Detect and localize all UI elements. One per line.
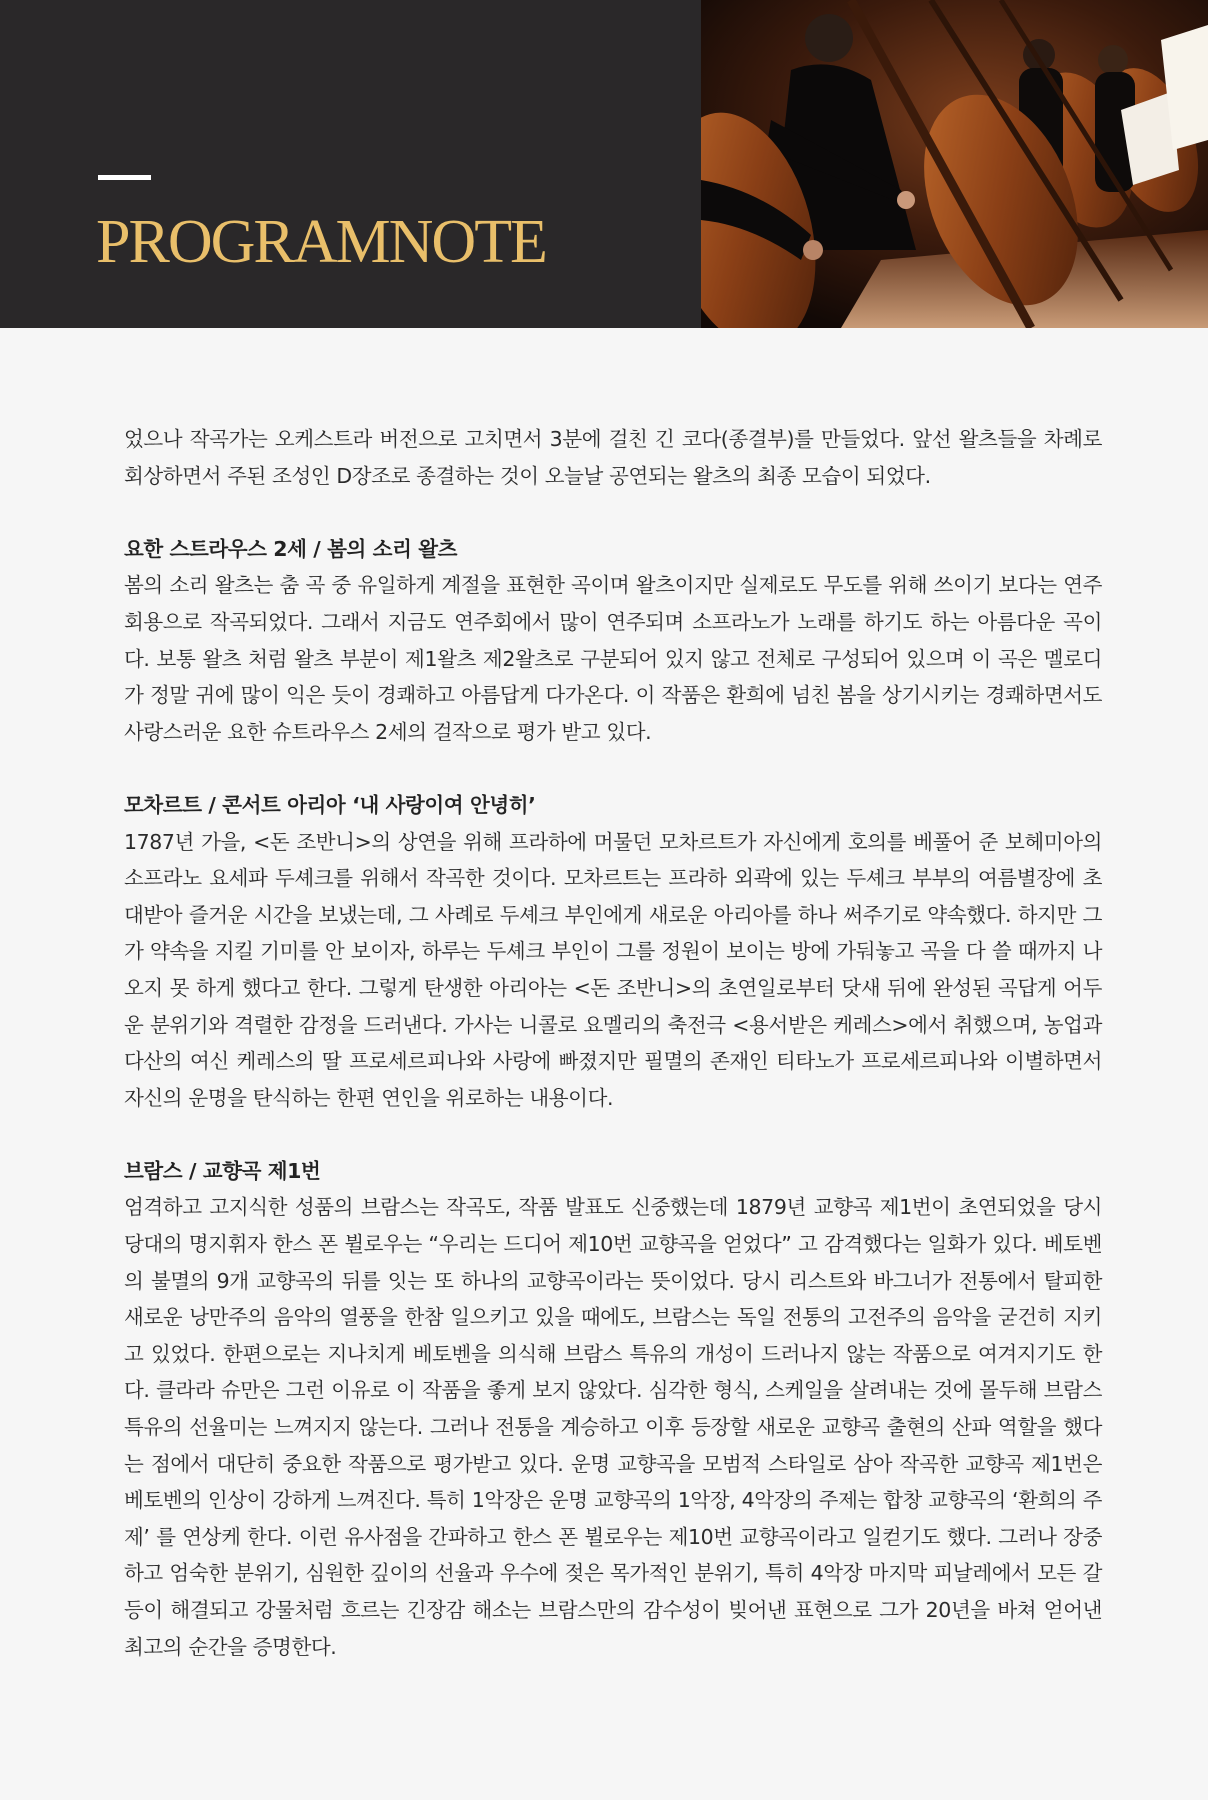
header-accent-rule <box>98 175 151 180</box>
section-body: 1787년 가을, <돈 조반니>의 상연을 위해 프라하에 머물던 모차르트가 자신에게 호의를 베풀어 준 보헤미아의 소프라노 요세파 두셰크를 위해서 작곡한 것이다. 모차르트는 프라하 외곽에 있는 두셰크 부부의 여름별장에 초대받아 즐거운 시간을 보냈는데, 그 사례로 두셰크 부인에게 새로운 아리아를 하나 써주기로 약속했다. 하지만 그가 약속을 지킬 기미를 안 보이자, 하루는 두셰크 부인이 그를 정원이 보이는 방에 가둬놓고 곡을 다 쓸 때까지 나오지 못 하게 했다고 한다. 그렇게 탄생한 아리아는 <돈 조반니>의 초연일로부터 닷새 뒤에 완성된 곡답게 어두운 분위기와 격렬한 감정을 드러낸다. 가사는 니콜로 요멜리의 축전극 <용서받은 케레스>에서 취했으며, 농업과 다산의 여신 케레스의 딸 프로세르피나와 사랑에 빠졌지만 필멸의 존재인 티타노가 프로세르피나와 이별하면서 자신의 운명을 탄식하는 한편 연인을 위로하는 내용이다. <box>124 829 1102 1110</box>
program-notes <box>124 421 1102 1665</box>
section-body: 봄의 소리 왈츠는 춤 곡 중 유일하게 계절을 표현한 곡이며 왈츠이지만 실제로도 무도를 위해 쓰이기 보다는 연주회용으로 작곡되었다. 그래서 지금도 연주회에서 많이 연주되며 소프라노가 노래를 하기도 하는 아름다운 곡이다. 보통 왈츠 처럼 왈츠 부분이 제1왈츠 제2왈츠로 구분되어 있지 않고 전체로 구성되어 있으며 이 곡은 멜로디가 정말 귀에 많이 익은 듯이 경쾌하고 아름답게 다가온다. 이 작품은 환희에 넘친 봄을 상기시키는 경쾌하면서도 사랑스러운 요한 슈트라우스 2세의 걸작으로 평가 받고 있다. <box>124 573 1102 744</box>
section-heading: 요한 스트라우스 2세 / 봄의 소리 왈츠 <box>124 536 458 561</box>
section-heading: 브람스 / 교향곡 제1번 <box>124 1158 321 1183</box>
double-bass-players-illustration <box>701 0 1208 328</box>
intro-paragraph: 었으나 작곡가는 오케스트라 버전으로 고치면서 3분에 걸친 긴 코다(종결부)를 만들었다. 앞선 왈츠들을 차례로 회상하면서 주된 조성인 D장조로 종결하는 것이 오늘날 공연되는 왈츠의 최종 모습이 되었다. <box>124 427 1102 488</box>
note-section <box>124 787 1102 1116</box>
page-title: PROGRAMNOTE <box>96 208 546 276</box>
note-section <box>124 531 1102 751</box>
section-heading: 모차르트 / 콘서트 아리아 ‘내 사랑이여 안녕히’ <box>124 792 536 817</box>
header-photo <box>701 0 1208 328</box>
note-section <box>124 1153 1102 1665</box>
section-body: 엄격하고 고지식한 성품의 브람스는 작곡도, 작품 발표도 신중했는데 1879년 교향곡 제1번이 초연되었을 당시 당대의 명지휘자 한스 폰 뷜로우는 “우리는 드디어 제10번 교향곡을 얻었다” 고 감격했다는 일화가 있다. 베토벤의 불멸의 9개 교향곡의 뒤를 잇는 또 하나의 교향곡이라는 뜻이었다. 당시 리스트와 바그너가 전통에서 탈피한 새로운 낭만주의 음악의 열풍을 한참 일으키고 있을 때에도, 브람스는 독일 전통의 고전주의 음악을 굳건히 지키고 있었다. 한편으로는 지나치게 베토벤을 의식해 브람스 특유의 개성이 드러나지 않는 작품으로 여겨지기도 한다. 클라라 슈만은 그런 이유로 이 작품을 좋게 보지 않았다. 심각한 형식, 스케일을 살려내는 것에 몰두해 브람스 특유의 선율미는 느껴지지 않는다. 그러나 전통을 계승하고 이후 등장할 새로운 교향곡 출현의 산파 역할을 했다는 점에서 대단히 중요한 작품으로 평가받고 있다. 운명 교향곡을 모범적 스타일로 삼아 작곡한 교향곡 제1번은 베토벤의 인상이 강하게 느껴진다. 특히 1악장은 운명 교향곡의 1악장, 4악장의 주제는 합창 교향곡의 ‘환희의 주제’ 를 연상케 한다. 이런 유사점을 간파하고 한스 폰 뷜로우는 제10번 교향곡이라고 일컫기도 했다. 그러나 장중하고 엄숙한 분위기, 심원한 깊이의 선율과 우수에 젖은 목가적인 분위기, 특히 4악장 마지막 피날레에서 모든 갈등이 해결되고 강물처럼 흐르는 긴장감 해소는 브람스만의 감수성이 빚어낸 표현으로 그가 20년을 바쳐 얻어낸 최고의 순간을 증명한다. <box>124 1195 1102 1659</box>
